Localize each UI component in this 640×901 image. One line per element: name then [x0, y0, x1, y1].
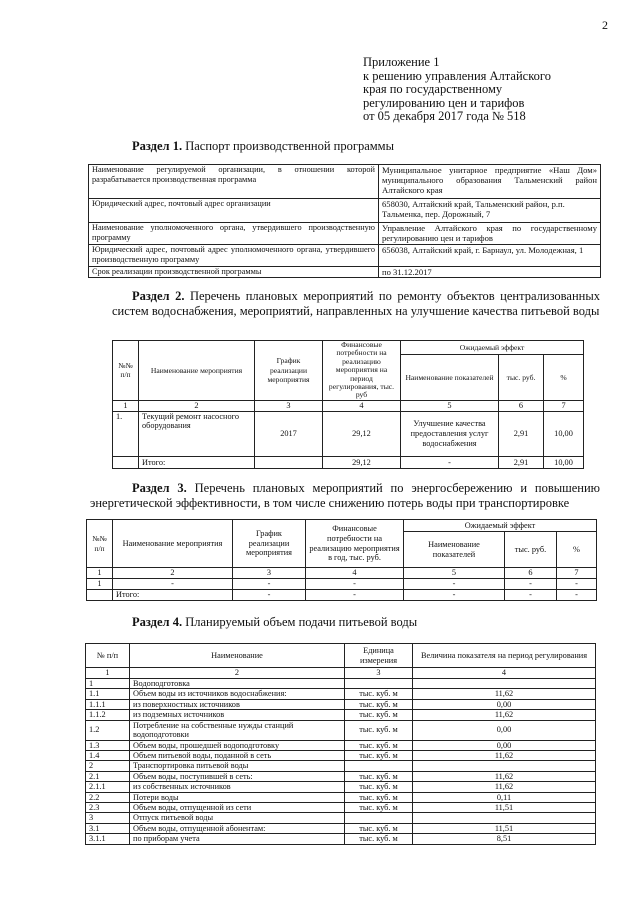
row-value: [413, 761, 596, 771]
passport-key: Юридический адрес, почтовый адрес уполномоченного органа, утвердившего производственную программу: [89, 245, 379, 267]
row-num: 1.2: [86, 720, 130, 740]
col-number: 2: [130, 668, 345, 679]
passport-value: Муниципальное унитарное предприятие «Наш Дом» муниципального образования Тальменский район Алтайского края: [379, 165, 601, 199]
table-row: [86, 771, 596, 781]
col-number: 1: [87, 568, 113, 579]
row-num: 2.2: [86, 792, 130, 802]
col-header-pct: %: [544, 355, 584, 400]
row-unit: тыс. куб. м: [345, 710, 413, 720]
total-label: Итого:: [113, 590, 233, 601]
appendix-line: Приложение 1: [363, 55, 440, 69]
col-header-pct: %: [557, 532, 597, 568]
row-value: 11,62: [413, 710, 596, 720]
appendix-line: регулированию цен и тарифов: [363, 95, 525, 110]
row-num: 2.1.1: [86, 782, 130, 792]
row-value: 11,51: [413, 803, 596, 813]
row-unit: тыс. куб. м: [345, 720, 413, 740]
row-unit: [345, 761, 413, 771]
appendix-line: к решению управления Алтайского: [363, 68, 551, 83]
row-finance: 29,12: [323, 411, 401, 456]
col-header-finance: Финансовые потребности на реализацию мероприятия в год, тыс. руб.: [306, 520, 404, 568]
row-unit: [345, 679, 413, 689]
row-unit: тыс. куб. м: [345, 751, 413, 761]
row-num: 2.1: [86, 771, 130, 781]
row-num: 3.1.1: [86, 834, 130, 844]
passport-key: Наименование регулируемой организации, в отношении которой разрабатывается производственная программа: [89, 165, 379, 199]
col-number: 5: [404, 568, 505, 579]
col-number: 5: [401, 400, 499, 411]
row-value: 11,62: [413, 771, 596, 781]
water-volume-table: [85, 643, 596, 845]
table-row: [86, 813, 596, 823]
row-num: 1: [87, 579, 113, 590]
row-value: 11,62: [413, 782, 596, 792]
table-row: [87, 520, 597, 532]
table-row: [86, 644, 596, 668]
section2-title: Перечень плановых мероприятий по ремонту объектов централизованных систем водоснабжения, мероприятий, направленных на улучшение качества питьевой воды: [112, 289, 600, 318]
table-row: [87, 579, 597, 590]
row-name: Транспортировка питьевой воды: [130, 761, 345, 771]
row-num: 1.4: [86, 751, 130, 761]
row-value: 11,62: [413, 751, 596, 761]
row-num: 1: [86, 679, 130, 689]
section2-heading: [112, 289, 600, 319]
col-header-name: Наименование мероприятия: [139, 341, 255, 401]
row-name: из подземных источников: [130, 710, 345, 720]
table-row: [87, 590, 597, 601]
table-row: [113, 456, 584, 468]
row-unit: тыс. куб. м: [345, 834, 413, 844]
col-number: 2: [139, 400, 255, 411]
col-header-thous: тыс. руб.: [499, 355, 544, 400]
col-header-finance: Финансовые потребности на реализацию мероприятия на период регулирования, тыс. руб: [323, 341, 401, 401]
row-name: Объем питьевой воды, поданной в сеть: [130, 751, 345, 761]
table-row: [89, 245, 601, 267]
row-schedule: -: [233, 579, 306, 590]
col-number: 4: [306, 568, 404, 579]
passport-key: Наименование уполномоченного органа, утвердившего производственную программу: [89, 223, 379, 245]
table-row: [86, 751, 596, 761]
row-unit: тыс. куб. м: [345, 823, 413, 833]
col-header-unit: Единица измерения: [345, 644, 413, 668]
total-pct: 10,00: [544, 456, 584, 468]
section1-heading: [132, 139, 394, 154]
col-header-effect: Ожидаемый эффект: [401, 341, 584, 355]
row-name: из поверхностных источников: [130, 699, 345, 709]
table-row: [86, 834, 596, 844]
total-label: Итого:: [139, 456, 255, 468]
row-name: Потери воды: [130, 792, 345, 802]
row-finance: -: [306, 579, 404, 590]
total-pct: -: [557, 590, 597, 601]
section3-heading: [90, 481, 600, 511]
table-row: [86, 823, 596, 833]
passport-value: 658030, Алтайский край, Тальменский район, р.п. Тальменка, пер. Дорожный, 7: [379, 199, 601, 223]
col-number: 7: [557, 568, 597, 579]
row-thous: 2,91: [499, 411, 544, 456]
row-value: [413, 679, 596, 689]
col-header-indicator: Наименование показателей: [401, 355, 499, 400]
section3-label: Раздел 3.: [132, 481, 187, 495]
row-indicator: -: [404, 579, 505, 590]
row-value: 0,11: [413, 792, 596, 802]
row-name: Отпуск питьевой воды: [130, 813, 345, 823]
table-row: [86, 710, 596, 720]
section1-label: Раздел 1.: [132, 139, 183, 153]
col-header-indicator: Наименование показателей: [404, 532, 505, 568]
row-unit: тыс. куб. м: [345, 803, 413, 813]
page-number: 2: [602, 18, 608, 32]
section4-title: Планируемый объем подачи питьевой воды: [185, 615, 418, 629]
table-row: [86, 740, 596, 750]
row-value: 0,00: [413, 699, 596, 709]
col-number: 6: [505, 568, 557, 579]
col-number: 4: [323, 400, 401, 411]
col-header-schedule: График реализации мероприятия: [255, 341, 323, 401]
row-unit: тыс. куб. м: [345, 740, 413, 750]
row-unit: тыс. куб. м: [345, 689, 413, 699]
table-row: [86, 803, 596, 813]
col-number: 4: [413, 668, 596, 679]
table-row: [86, 689, 596, 699]
passport-value: по 31.12.2017: [379, 267, 601, 278]
row-value: 11,62: [413, 689, 596, 699]
col-number: 1: [113, 400, 139, 411]
row-name: из собственных источников: [130, 782, 345, 792]
row-indicator: Улучшение качества предоставления услуг водоснабжения: [401, 411, 499, 456]
row-schedule: 2017: [255, 411, 323, 456]
row-pct: -: [557, 579, 597, 590]
col-header-name: Наименование мероприятия: [113, 520, 233, 568]
table-row: [86, 792, 596, 802]
total-thous: -: [505, 590, 557, 601]
section1-title: Паспорт производственной программы: [185, 139, 394, 153]
total-indicator: -: [401, 456, 499, 468]
total-indicator: -: [404, 590, 505, 601]
row-thous: -: [505, 579, 557, 590]
row-name: Объем воды, отпущенной из сети: [130, 803, 345, 813]
water-volume-rows: [86, 679, 596, 845]
energy-measures-table: [86, 519, 597, 601]
row-value: 0,00: [413, 720, 596, 740]
total-finance: -: [306, 590, 404, 601]
row-pct: 10,00: [544, 411, 584, 456]
table-row: [86, 761, 596, 771]
table-row: [86, 782, 596, 792]
col-header-thous: тыс. руб.: [505, 532, 557, 568]
col-header-num: №№ п/п: [113, 341, 139, 401]
row-name: Объем воды, прошедшей водоподготовку: [130, 740, 345, 750]
col-header-name: Наименование: [130, 644, 345, 668]
col-number: 3: [345, 668, 413, 679]
col-number: 6: [499, 400, 544, 411]
table-row: [89, 223, 601, 245]
table-row: [86, 699, 596, 709]
passport-value: Управление Алтайского края по государственному регулированию цен и тарифов: [379, 223, 601, 245]
table-row: [113, 400, 584, 411]
row-name: Объем воды, отпущенной абонентам:: [130, 823, 345, 833]
row-unit: тыс. куб. м: [345, 782, 413, 792]
appendix-line: от 05 декабря 2017 года № 518: [363, 109, 526, 123]
row-value: 0,00: [413, 740, 596, 750]
total-schedule: -: [233, 590, 306, 601]
repair-measures-table: [112, 340, 584, 469]
row-num: 3: [86, 813, 130, 823]
col-number: 2: [113, 568, 233, 579]
row-num: 2.3: [86, 803, 130, 813]
table-row: [86, 668, 596, 679]
row-unit: тыс. куб. м: [345, 771, 413, 781]
row-num: 1.1: [86, 689, 130, 699]
row-name: Водоподготовка: [130, 679, 345, 689]
row-name: Текущий ремонт насосного оборудования: [139, 411, 255, 456]
total-thous: 2,91: [499, 456, 544, 468]
row-unit: тыс. куб. м: [345, 699, 413, 709]
table-row: [113, 341, 584, 355]
table-row: [86, 679, 596, 689]
row-value: 11,51: [413, 823, 596, 833]
col-header-effect: Ожидаемый эффект: [404, 520, 597, 532]
row-num: 1.1.1: [86, 699, 130, 709]
row-num: 2: [86, 761, 130, 771]
row-unit: [345, 813, 413, 823]
row-value: [413, 813, 596, 823]
col-number: 1: [86, 668, 130, 679]
col-header-value: Величина показателя на период регулирования: [413, 644, 596, 668]
passport-key: Юридический адрес, почтовый адрес организации: [89, 199, 379, 223]
col-number: 3: [233, 568, 306, 579]
row-num: 3.1: [86, 823, 130, 833]
row-name: Объем воды, поступившей в сеть:: [130, 771, 345, 781]
col-header-num: №№ п/п: [87, 520, 113, 568]
table-row: [89, 267, 601, 278]
total-finance: 29,12: [323, 456, 401, 468]
passport-table: [88, 164, 601, 278]
row-value: 8,51: [413, 834, 596, 844]
col-header-num: № п/п: [86, 644, 130, 668]
row-name: по приборам учета: [130, 834, 345, 844]
section4-heading: [132, 615, 417, 630]
table-row: [86, 720, 596, 740]
row-num: 1.: [113, 411, 139, 456]
section3-title: Перечень плановых мероприятий по энергосбережению и повышению энергетической эффективности, в том числе снижению потерь воды при транспортировке: [90, 481, 601, 510]
passport-key: Срок реализации производственной программы: [89, 267, 379, 278]
col-number: 3: [255, 400, 323, 411]
table-row: [89, 165, 601, 199]
row-name: Потребление на собственные нужды станций водоподготовки: [130, 720, 345, 740]
row-unit: тыс. куб. м: [345, 792, 413, 802]
row-num: 1.3: [86, 740, 130, 750]
passport-value: 656038, Алтайский край, г. Барнаул, ул. Молодежная, 1: [379, 245, 601, 267]
appendix-block: [363, 56, 603, 124]
row-name: -: [113, 579, 233, 590]
row-name: Объем воды из источников водоснабжения:: [130, 689, 345, 699]
table-row: [113, 411, 584, 456]
table-row: [89, 199, 601, 223]
section4-label: Раздел 4.: [132, 615, 183, 629]
col-header-schedule: График реализации мероприятия: [233, 520, 306, 568]
section2-label: Раздел 2.: [132, 289, 185, 303]
row-num: 1.1.2: [86, 710, 130, 720]
col-number: 7: [544, 400, 584, 411]
table-row: [87, 568, 597, 579]
appendix-line: края по государственному: [363, 82, 503, 96]
